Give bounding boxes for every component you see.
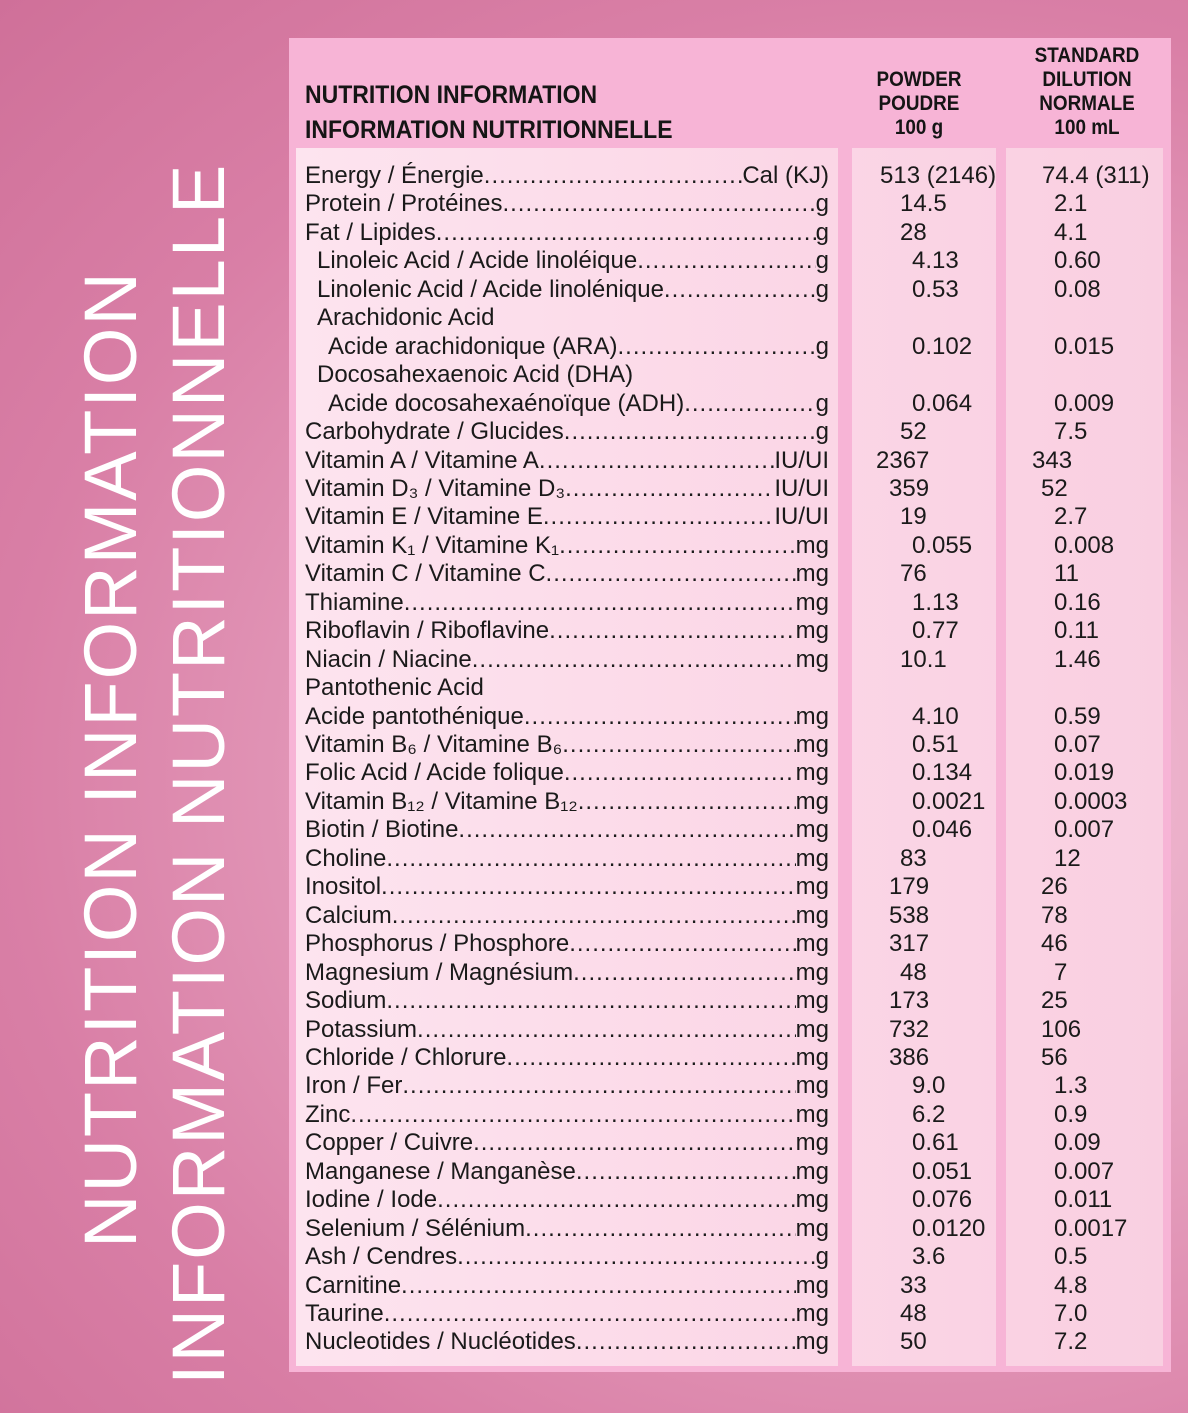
nutrient-name: Choline — [305, 844, 387, 872]
value-standard-dilution: 0.008 — [1054, 531, 1115, 559]
value-standard-dilution: 7.0 — [1054, 1300, 1088, 1327]
table-row — [0, 418, 1188, 446]
value-powder: 6.2 — [912, 1100, 946, 1128]
nutrient-label — [305, 1101, 829, 1129]
value-powder: 33 — [900, 1271, 927, 1299]
nutrient-label — [305, 1215, 829, 1243]
nutrient-unit: mg — [795, 1328, 829, 1356]
nutrient-unit: mg — [795, 1214, 829, 1242]
table-row — [0, 1328, 1188, 1356]
nutrient-name: Calcium — [305, 901, 392, 929]
nutrient-label — [305, 987, 829, 1015]
nutrient-name: Energy / Énergie — [305, 162, 484, 189]
nutrient-unit: mg — [795, 1015, 829, 1043]
nutrient-unit: g — [815, 389, 829, 417]
table-row — [0, 959, 1188, 987]
dot-leader — [392, 902, 796, 930]
table-row — [0, 930, 1188, 958]
value-standard-dilution: 0.16 — [1054, 588, 1101, 616]
value-powder: 317 — [889, 930, 930, 958]
value-powder: 52 — [900, 418, 927, 446]
table-row — [0, 560, 1188, 588]
value-powder: 732 — [889, 1015, 930, 1043]
nutrient-label — [305, 674, 829, 702]
value-standard-dilution: 25 — [1041, 987, 1068, 1015]
table-row — [0, 589, 1188, 617]
value-standard-dilution: 0.011 — [1054, 1186, 1113, 1214]
nutrient-label — [317, 247, 829, 275]
value-standard-dilution: 52 — [1041, 474, 1068, 502]
nutrient-label — [305, 1072, 829, 1100]
nutrient-unit: mg — [795, 1129, 829, 1157]
nutrient-name: Vitamin E / Vitamine E — [305, 503, 543, 531]
value-standard-dilution: 7 — [1054, 958, 1068, 986]
table-title-fr: INFORMATION NUTRITIONNELLE — [305, 116, 673, 144]
value-powder: 76 — [900, 560, 927, 588]
nutrient-name: Carbohydrate / Glucides — [305, 418, 564, 446]
nutrient-name: Potassium — [305, 1015, 418, 1043]
nutrient-label — [305, 1044, 829, 1072]
value-standard-dilution: 4.1 — [1054, 218, 1088, 246]
value-standard-dilution: 0.08 — [1054, 275, 1101, 303]
nutrient-name: Chloride / Chlorure — [305, 1043, 507, 1071]
table-row — [0, 503, 1188, 531]
nutrient-name: Taurine — [305, 1300, 384, 1327]
dot-leader — [350, 1101, 795, 1129]
nutrient-unit: mg — [795, 1186, 829, 1214]
column-header-line: 100 mL — [1054, 116, 1120, 139]
column-header-line: DILUTION — [1042, 68, 1132, 91]
value-standard-dilution: 1.46 — [1054, 645, 1101, 673]
nutrient-name: Folic Acid / Acide folique — [305, 759, 564, 787]
nutrient-name: Acide docosahexaénoïque (ADH) — [328, 389, 685, 417]
table-row — [0, 1129, 1188, 1157]
nutrient-name: Selenium / Sélénium — [305, 1214, 526, 1242]
value-standard-dilution: 4.8 — [1054, 1271, 1088, 1299]
dot-leader — [573, 959, 796, 987]
table-row — [0, 447, 1188, 475]
value-standard-dilution: 106 — [1041, 1015, 1082, 1043]
table-row — [0, 759, 1188, 787]
table-row — [0, 276, 1188, 304]
nutrient-unit: mg — [795, 901, 829, 929]
value-standard-dilution: 0.0017 — [1054, 1214, 1128, 1242]
table-row — [0, 617, 1188, 645]
nutrient-unit: mg — [795, 873, 829, 901]
nutrient-label — [305, 1158, 829, 1186]
nutrient-name: Iron / Fer — [305, 1072, 403, 1100]
value-powder: 9.0 — [912, 1072, 946, 1100]
value-powder: 0.046 — [912, 816, 973, 844]
value-powder: 4.13 — [912, 247, 959, 275]
side-title-en: NUTRITION INFORMATION — [69, 270, 152, 1248]
table-row — [0, 190, 1188, 218]
nutrient-unit: g — [815, 275, 829, 303]
nutrient-unit: mg — [795, 759, 829, 787]
value-standard-dilution: 0.009 — [1054, 389, 1115, 417]
nutrient-unit: mg — [795, 531, 829, 559]
column-header-line: POUDRE — [878, 92, 960, 115]
table-row — [0, 1158, 1188, 1186]
value-standard-dilution: 1.3 — [1054, 1072, 1088, 1100]
table-row — [0, 1044, 1188, 1072]
dot-leader — [484, 162, 743, 190]
value-standard-dilution: 46 — [1041, 930, 1068, 958]
value-standard-dilution: 0.09 — [1054, 1129, 1101, 1157]
table-row — [0, 1272, 1188, 1300]
value-standard-dilution: 74.4 (311) — [1042, 162, 1150, 189]
value-standard-dilution: 0.019 — [1054, 759, 1115, 787]
table-row — [0, 731, 1188, 759]
value-powder: 0.0120 — [912, 1214, 986, 1242]
value-powder: 538 — [889, 901, 930, 929]
nutrient-name: Zinc — [305, 1100, 351, 1128]
nutrient-label — [305, 959, 829, 987]
nutrient-label — [305, 219, 829, 247]
dot-leader — [436, 219, 816, 247]
dot-leader — [664, 276, 816, 304]
nutrient-label — [305, 1186, 829, 1214]
value-powder: 10.1 — [900, 645, 947, 673]
nutrient-label — [305, 930, 829, 958]
dot-leader — [473, 1129, 796, 1157]
nutrient-name: Carnitine — [305, 1271, 402, 1299]
table-row — [0, 162, 1188, 190]
value-standard-dilution: 12 — [1054, 844, 1081, 872]
value-standard-dilution: 0.59 — [1054, 702, 1101, 730]
nutrient-unit: IU/UI — [774, 474, 829, 502]
value-powder: 173 — [889, 987, 930, 1015]
nutrient-name: Linoleic Acid / Acide linoléique — [317, 247, 638, 275]
table-row — [0, 1243, 1188, 1271]
nutrient-name: Thiamine — [305, 588, 404, 616]
nutrient-unit: Cal (KJ) — [742, 162, 829, 189]
nutrient-unit: mg — [795, 560, 829, 588]
value-powder: 0.102 — [912, 332, 973, 360]
dot-leader — [402, 1072, 795, 1100]
nutrient-label — [305, 646, 829, 674]
nutrient-label — [305, 788, 829, 816]
nutrient-name: Fat / Lipides — [305, 218, 436, 246]
nutrient-unit: mg — [795, 617, 829, 645]
nutrient-label — [305, 1243, 829, 1271]
nutrient-label — [305, 475, 829, 503]
dot-leader — [618, 333, 816, 361]
column-header-line: POWDER — [876, 68, 962, 91]
nutrient-name: Acide arachidonique (ARA) — [328, 332, 618, 360]
nutrient-unit: mg — [795, 787, 829, 815]
value-powder: 179 — [889, 873, 930, 901]
nutrient-name: Arachidonic Acid — [317, 304, 495, 332]
nutrient-name: Nucleotides / Nucléotides — [305, 1328, 576, 1356]
value-powder: 0.0021 — [912, 787, 986, 815]
dot-leader — [546, 560, 796, 588]
table-row — [0, 333, 1188, 361]
value-standard-dilution: 0.015 — [1054, 332, 1115, 360]
nutrient-label — [305, 845, 829, 873]
table-row — [0, 902, 1188, 930]
dot-leader — [562, 731, 795, 759]
dot-leader — [684, 390, 815, 418]
value-standard-dilution: 7.2 — [1054, 1328, 1088, 1356]
nutrient-unit: mg — [795, 1300, 829, 1327]
nutrient-unit: mg — [795, 958, 829, 986]
value-standard-dilution: 0.007 — [1054, 1157, 1115, 1185]
nutrient-unit: mg — [795, 645, 829, 673]
table-row — [0, 1186, 1188, 1214]
nutrient-label — [305, 589, 829, 617]
dot-leader — [524, 703, 796, 731]
nutrient-name: Vitamin B₁₂ / Vitamine B₁₂ — [305, 787, 578, 815]
table-row — [0, 1101, 1188, 1129]
nutrient-label — [305, 532, 829, 560]
nutrient-unit: g — [815, 218, 829, 246]
nutrient-name: Vitamin C / Vitamine C — [305, 560, 546, 588]
nutrient-unit: mg — [795, 1072, 829, 1100]
nutrient-name: Sodium — [305, 987, 387, 1015]
value-powder: 386 — [889, 1043, 930, 1071]
nutrient-unit: mg — [795, 1100, 829, 1128]
table-row — [0, 219, 1188, 247]
nutrient-label — [305, 1129, 829, 1157]
value-standard-dilution: 343 — [1032, 446, 1073, 474]
dot-leader — [401, 1272, 796, 1300]
dot-leader — [559, 532, 796, 560]
table-row — [0, 646, 1188, 674]
table-title-en: NUTRITION INFORMATION — [305, 81, 598, 109]
dot-leader — [386, 845, 795, 873]
table-row — [0, 532, 1188, 560]
dot-leader — [539, 447, 774, 475]
nutrient-unit: mg — [795, 1271, 829, 1299]
nutrient-name: Magnesium / Magnésium — [305, 958, 574, 986]
nutrient-unit: g — [815, 247, 829, 275]
nutrient-label — [305, 1016, 829, 1044]
nutrient-label — [305, 1300, 829, 1328]
value-powder: 19 — [900, 503, 927, 531]
nutrient-unit: IU/UI — [774, 503, 829, 531]
dot-leader — [576, 1328, 796, 1356]
value-powder: 0.61 — [912, 1129, 959, 1157]
dot-leader — [386, 987, 795, 1015]
nutrient-name: Ash / Cendres — [305, 1243, 458, 1271]
nutrient-label — [317, 361, 829, 389]
nutrient-name: Vitamin A / Vitamine A — [305, 446, 539, 474]
dot-leader — [381, 873, 796, 901]
dot-leader — [543, 503, 774, 531]
table-row — [0, 1215, 1188, 1243]
column-header-line: STANDARD — [1034, 44, 1140, 67]
value-powder: 0.051 — [912, 1157, 973, 1185]
nutrient-unit: g — [815, 332, 829, 360]
value-standard-dilution: 0.07 — [1054, 731, 1101, 758]
nutrient-label — [305, 447, 829, 475]
value-standard-dilution: 0.11 — [1054, 617, 1099, 645]
value-powder: 0.076 — [912, 1186, 973, 1214]
nutrient-label — [305, 902, 829, 930]
nutrient-label — [305, 703, 829, 731]
table-row — [0, 845, 1188, 873]
dot-leader — [564, 418, 816, 446]
dot-leader — [472, 646, 796, 674]
table-row — [0, 703, 1188, 731]
dot-leader — [502, 190, 815, 218]
nutrient-label — [305, 560, 829, 588]
nutrient-unit: mg — [795, 816, 829, 844]
value-standard-dilution: 26 — [1041, 873, 1068, 901]
nutrient-label — [328, 333, 829, 361]
nutrient-label — [305, 418, 829, 446]
value-standard-dilution: 56 — [1041, 1043, 1068, 1071]
nutrient-name: Vitamin D₃ / Vitamine D₃ — [305, 474, 566, 502]
nutrient-unit: mg — [795, 930, 829, 958]
table-row — [0, 987, 1188, 1015]
nutrient-label — [305, 731, 829, 759]
value-standard-dilution: 0.007 — [1054, 816, 1115, 844]
table-row — [0, 1300, 1188, 1328]
nutrient-label — [305, 1328, 829, 1356]
table-row — [0, 304, 1188, 332]
nutrient-label — [317, 276, 829, 304]
value-powder: 0.51 — [912, 731, 959, 758]
nutrient-name: Vitamin K₁ / Vitamine K₁ — [305, 531, 560, 559]
dot-leader — [384, 1300, 796, 1328]
value-powder: 0.055 — [912, 531, 973, 559]
value-powder: 0.064 — [912, 389, 973, 417]
value-powder: 28 — [900, 218, 927, 246]
nutrient-label — [305, 503, 829, 531]
nutrient-name: Biotin / Biotine — [305, 816, 459, 844]
dot-leader — [417, 1016, 796, 1044]
value-powder: 0.134 — [912, 759, 973, 787]
nutrient-name: Riboflavin / Riboflavine — [305, 617, 550, 645]
nutrient-unit: mg — [795, 844, 829, 872]
value-standard-dilution: 7.5 — [1054, 418, 1088, 446]
value-powder: 50 — [900, 1328, 927, 1356]
table-row — [0, 361, 1188, 389]
value-powder: 513 (2146) — [880, 162, 997, 189]
dot-leader — [637, 247, 815, 275]
table-row — [0, 390, 1188, 418]
nutrient-label — [305, 162, 829, 190]
nutrient-unit: g — [815, 1243, 829, 1271]
value-standard-dilution: 2.7 — [1054, 503, 1088, 531]
nutrient-name: Docosahexaenoic Acid (DHA) — [317, 361, 634, 389]
table-row — [0, 873, 1188, 901]
nutrient-label — [305, 873, 829, 901]
nutrient-name: Iodine / Iode — [305, 1186, 438, 1214]
nutrient-label — [305, 190, 829, 218]
table-header — [289, 38, 1171, 148]
column-header-powder — [856, 68, 982, 140]
nutrient-name: Acide pantothénique — [305, 702, 524, 730]
nutrient-name: Manganese / Manganèse — [305, 1157, 576, 1185]
value-powder: 4.10 — [912, 702, 959, 730]
value-standard-dilution: 78 — [1041, 901, 1068, 929]
nutrient-name: Linolenic Acid / Acide linolénique — [317, 275, 664, 303]
nutrient-label — [328, 390, 829, 418]
table-row — [0, 1016, 1188, 1044]
dot-leader — [578, 788, 796, 816]
dot-leader — [457, 1243, 816, 1271]
value-powder: 48 — [900, 958, 927, 986]
dot-leader — [549, 617, 796, 645]
dot-leader — [564, 759, 796, 787]
value-standard-dilution: 0.60 — [1054, 247, 1101, 275]
dot-leader — [525, 1215, 796, 1243]
value-powder: 3.6 — [912, 1243, 946, 1271]
nutrient-name: Vitamin B₆ / Vitamine B₆ — [305, 731, 563, 758]
nutrient-unit: mg — [795, 702, 829, 730]
value-powder: 1.13 — [912, 588, 959, 616]
column-header-line: 100 g — [894, 116, 944, 139]
dot-leader — [506, 1044, 795, 1072]
side-title-fr: INFORMATION NUTRITIONNELLE — [157, 162, 240, 1385]
nutrient-label — [305, 617, 829, 645]
value-powder: 2367 — [876, 446, 930, 474]
nutrient-unit: IU/UI — [774, 446, 829, 474]
value-standard-dilution: 11 — [1054, 560, 1079, 588]
nutrient-unit: mg — [795, 588, 829, 616]
nutrient-unit: g — [815, 190, 829, 218]
nutrient-unit: g — [815, 418, 829, 446]
value-standard-dilution: 0.0003 — [1054, 787, 1128, 815]
nutrient-unit: mg — [795, 1157, 829, 1185]
value-powder: 359 — [889, 474, 930, 502]
table-row — [0, 816, 1188, 844]
dot-leader — [569, 930, 795, 958]
nutrient-name: Protein / Protéines — [305, 190, 503, 218]
table-row — [0, 674, 1188, 702]
table-title — [305, 78, 673, 148]
value-standard-dilution: 0.9 — [1054, 1100, 1088, 1128]
value-powder: 83 — [900, 844, 927, 872]
nutrient-name: Inositol — [305, 873, 382, 901]
nutrient-name: Copper / Cuivre — [305, 1129, 474, 1157]
table-row — [0, 1072, 1188, 1100]
nutrient-name: Niacin / Niacine — [305, 645, 472, 673]
nutrient-unit: mg — [795, 1043, 829, 1071]
nutrient-unit: mg — [795, 731, 829, 758]
column-header-line: NORMALE — [1039, 92, 1135, 115]
dot-leader — [458, 816, 795, 844]
table-row — [0, 475, 1188, 503]
nutrient-name: Pantothenic Acid — [305, 674, 484, 702]
dot-leader — [565, 475, 774, 503]
value-powder: 0.77 — [912, 617, 959, 645]
dot-leader — [437, 1186, 796, 1214]
value-standard-dilution: 2.1 — [1054, 190, 1088, 218]
nutrient-label — [305, 816, 829, 844]
column-header-standard-dilution — [1024, 44, 1150, 140]
value-powder: 14.5 — [900, 190, 947, 218]
nutrient-label — [305, 1272, 829, 1300]
value-standard-dilution: 0.5 — [1054, 1243, 1088, 1271]
dot-leader — [404, 589, 796, 617]
nutrient-unit: mg — [795, 987, 829, 1015]
nutrient-label — [317, 304, 829, 332]
dot-leader — [576, 1158, 796, 1186]
value-powder: 0.53 — [912, 275, 959, 303]
table-row — [0, 788, 1188, 816]
nutrient-name: Phosphorus / Phosphore — [305, 930, 570, 958]
value-powder: 48 — [900, 1300, 927, 1327]
nutrient-label — [305, 759, 829, 787]
table-row — [0, 247, 1188, 275]
